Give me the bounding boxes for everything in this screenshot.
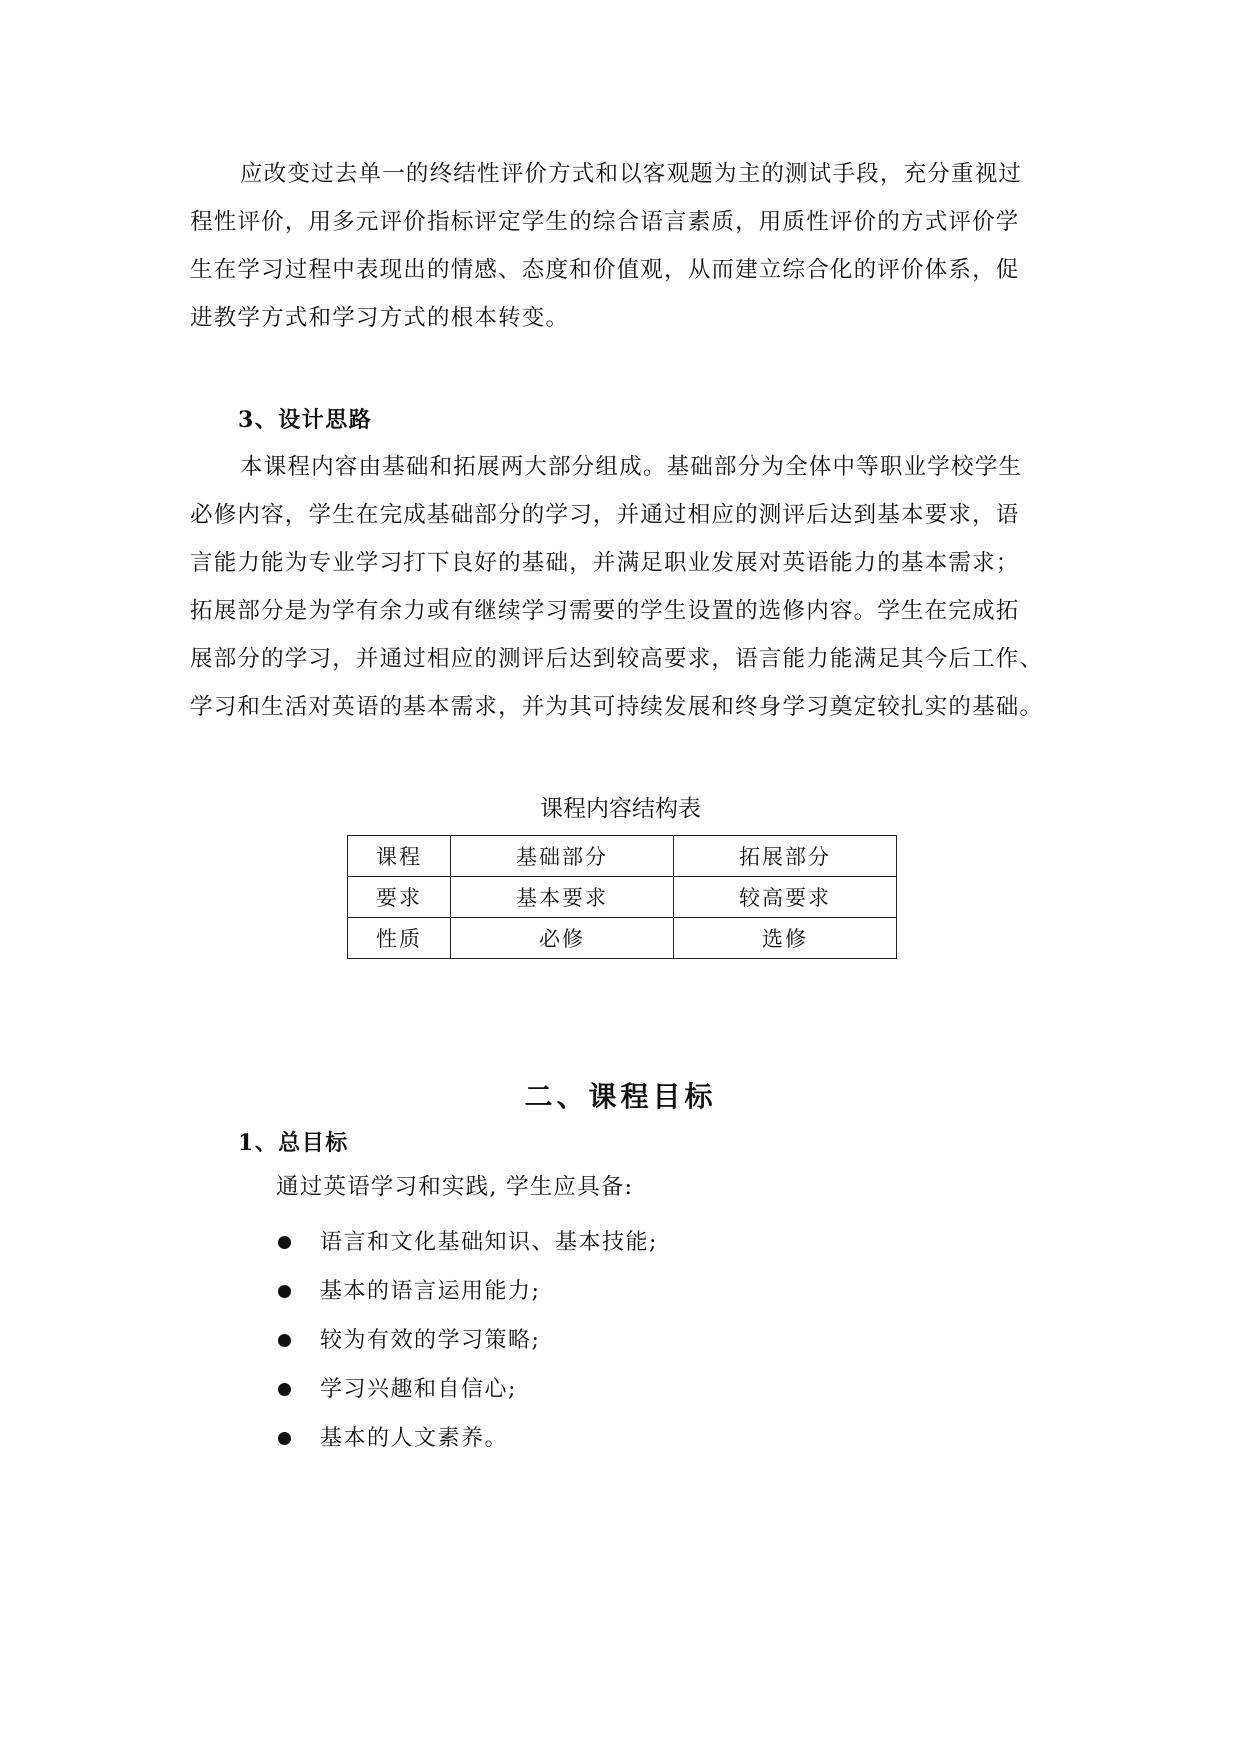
paragraph-line: 学习和生活对英语的基本需求，并为其可持续发展和终身学习奠定较扎实的基础。 (190, 694, 1044, 720)
design-paragraph (190, 443, 1058, 731)
bullet-icon (278, 1334, 291, 1347)
list-item-text: 基本的人文素养。 (320, 1426, 509, 1451)
paragraph-line: 生在学习过程中表现出的情感、态度和价值观，从而建立综合化的评价体系，促 (190, 257, 1020, 283)
list-item-text: 较为有效的学习策略; (320, 1328, 541, 1353)
table-cell: 基本要求 (451, 877, 674, 918)
bullet-icon (278, 1236, 291, 1249)
list-item (278, 1267, 658, 1316)
paragraph-line: 应改变过去单一的终结性评价方式和以客观题为主的测试手段，充分重视过 (240, 161, 1023, 187)
table-cell: 必修 (451, 918, 674, 959)
paragraph-line: 必修内容，学生在完成基础部分的学习，并通过相应的测评后达到基本要求，语 (190, 502, 1020, 528)
list-item-text: 语言和文化基础知识、基本技能; (320, 1230, 658, 1255)
lead-line (276, 1163, 976, 1211)
list-item-text: 学习兴趣和自信心; (320, 1377, 517, 1402)
list-item (278, 1414, 658, 1463)
paragraph-line: 程性评价，用多元评价指标评定学生的综合语言素质，用质性评价的方式评价学 (190, 209, 1020, 235)
sub-heading: 1、总目标 (238, 1130, 349, 1156)
table-cell: 要求 (348, 877, 451, 918)
paragraph-line: 展部分的学习，并通过相应的测评后达到较高要求，语言能力能满足其今后工作、 (190, 646, 1044, 672)
table-row (348, 836, 897, 877)
table-title: 课程内容结构表 (540, 796, 701, 822)
list-item (278, 1316, 658, 1365)
table-cell: 课程 (348, 836, 451, 877)
table-cell: 基础部分 (451, 836, 674, 877)
paragraph-line: 言能力能为专业学习打下良好的基础，并满足职业发展对英语能力的基本需求； (190, 550, 1020, 576)
paragraph-line: 通过英语学习和实践, 学生应具备: (276, 1174, 634, 1200)
table-cell: 性质 (348, 918, 451, 959)
bullet-icon (278, 1432, 291, 1445)
list-item (278, 1218, 658, 1267)
table-cell: 选修 (674, 918, 897, 959)
table-row (348, 877, 897, 918)
bullet-icon (278, 1383, 291, 1396)
paragraph-line: 拓展部分是为学有余力或有继续学习需要的学生设置的选修内容。学生在完成拓 (190, 598, 1020, 624)
goal-list (278, 1218, 658, 1463)
bullet-icon (278, 1285, 291, 1298)
paragraph-line: 本课程内容由基础和拓展两大部分组成。基础部分为全体中等职业学校学生 (240, 454, 1023, 480)
course-structure-table (347, 835, 897, 959)
design-heading: 3、设计思路 (238, 407, 373, 433)
intro-paragraph (190, 150, 1058, 342)
table-row (348, 918, 897, 959)
paragraph-line: 进教学方式和学习方式的根本转变。 (190, 305, 570, 331)
table-cell: 拓展部分 (674, 836, 897, 877)
list-item (278, 1365, 658, 1414)
section-title: 二、课程目标 (524, 1080, 717, 1114)
list-item-text: 基本的语言运用能力; (320, 1279, 541, 1304)
table-cell: 较高要求 (674, 877, 897, 918)
